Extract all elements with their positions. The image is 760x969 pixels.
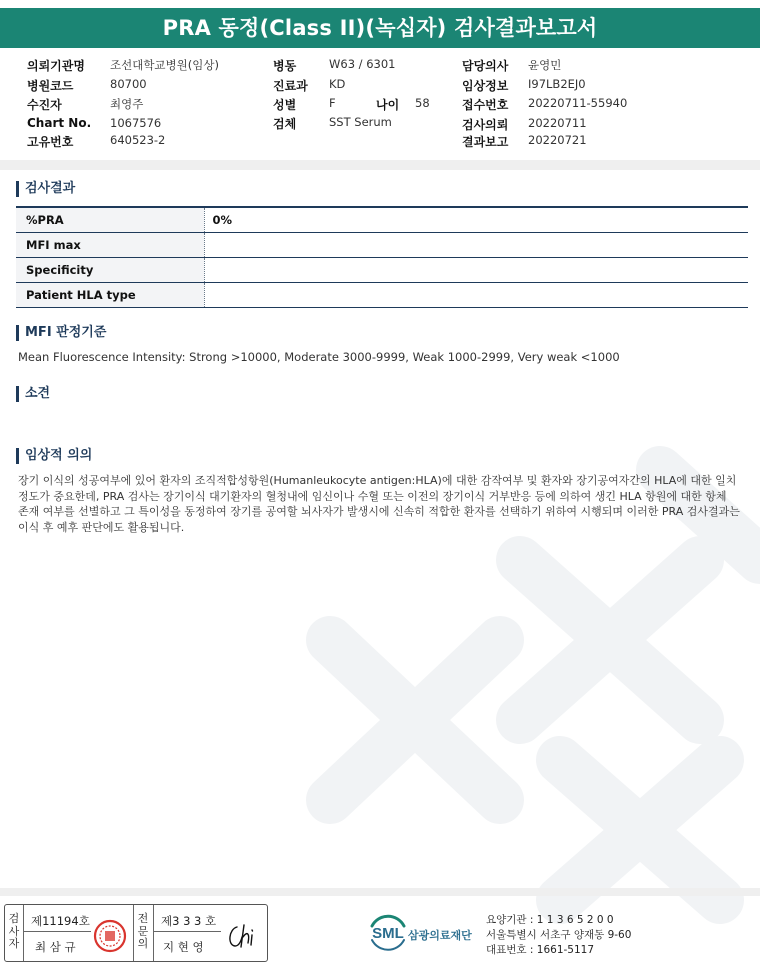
text-line: 정도가 중요한데, PRA 검사는 장기이식 대기환자의 혈청내에 임신이나 수혈 또는 이전의 장기이식 거부반응 등에 의하여 생긴 HLA 항원에 대한 항체 [18,489,727,503]
unique-id: 640523-2 [110,133,166,147]
sex: F [329,96,336,110]
clinical-info: I97LB2EJ0 [528,77,586,91]
report-date: 20220721 [528,133,587,147]
request-date: 20220711 [528,116,587,130]
info-label: 접수번호 [462,98,509,112]
text-line: 대표번호 : 1661-5117 [486,944,595,956]
specialist-name: 지 현 영 [163,940,204,954]
clinical-section-title: 임상적 의의 [16,448,92,464]
signature-icon [223,919,263,953]
examiner-license-no: 제11194호 [31,914,90,928]
department: KD [329,77,346,91]
divider [153,905,154,961]
specialist-license-no: 제3 3 3 호 [161,914,217,928]
info-label: 고유번호 [27,135,74,149]
mfi-criteria-text: Mean Fluorescence Intensity: Strong >10000, Moderate 3000-9999, Weak 1000-2999, Very weak <1000 [18,350,620,364]
organization-contact [486,913,631,958]
footer-separator [0,888,760,896]
label-char: 의 [137,937,149,950]
result-value [204,232,748,257]
examiner-label [7,913,21,951]
logo-text: SML [372,925,404,942]
info-label: 병원코드 [27,79,74,93]
report-title: PRA 동정(Class II)(녹십자) 검사결과보고서 [0,8,760,48]
referring-institution: 조선대학교병원(임상) [110,58,219,72]
info-label: 나이 [376,98,400,112]
info-label: 병동 [273,59,297,73]
attending-physician: 윤영민 [528,58,562,72]
sml-logo-icon [366,912,410,952]
text-line: 장기 이식의 성공여부에 있어 환자의 조직적합성항원(Humanleukocyte antigen:HLA)에 대한 감작여부 및 환자와 장기공여자간의 HLA에 대한 일치 [18,474,737,487]
clinical-significance-text [18,473,746,535]
info-label: 의뢰기관명 [27,59,85,73]
label-char: 검 [8,912,20,925]
specimen: SST Serum [329,115,392,129]
examiner-name: 최 삼 규 [35,940,76,954]
separator [0,160,760,170]
signature-box [4,904,268,962]
patient-name: 최영주 [110,97,144,111]
accession-number: 20220711-55940 [528,96,628,110]
results-section-title: 검사결과 [16,181,75,197]
result-key: Specificity [16,257,204,282]
divider [23,905,24,961]
label-char: 전 [137,912,149,925]
info-label: 성별 [273,98,297,112]
result-value: 0% [204,207,748,232]
text-line: 서울특별시 서초구 양재동 9-60 [486,929,632,941]
findings-section-title: 소견 [16,386,50,402]
text-line: 이식 후 예후 판단에도 활용됩니다. [18,520,185,534]
divider [153,931,221,932]
info-label: 결과보고 [462,135,509,149]
ward: W63 / 6301 [329,57,396,71]
info-label: 담당의사 [462,59,509,73]
info-label: 검사의뢰 [462,118,509,132]
age: 58 [415,96,430,110]
label-char: 문 [137,924,149,938]
info-label: Chart No. [27,116,92,130]
patient-info [0,55,760,155]
text-line: 요양기관 : 1 1 3 6 5 2 0 0 [486,914,614,926]
table-row [16,207,748,232]
info-label: 검체 [273,117,297,131]
label-char: 자 [8,937,20,950]
result-key: Patient HLA type [16,282,204,307]
label-char: 사 [8,924,20,938]
table-row [16,282,748,307]
organization-name: 삼광의료재단 [408,929,472,942]
specialist-label [136,913,150,951]
seal-stamp-icon [93,919,127,953]
table-row [16,232,748,257]
result-key: MFI max [16,232,204,257]
result-value [204,257,748,282]
mfi-section-title: MFI 판정기준 [16,325,106,341]
result-key: %PRA [16,207,204,232]
info-label: 수진자 [27,98,62,112]
results-table [16,206,748,308]
chart-no: 1067576 [110,116,162,130]
divider [133,905,134,961]
info-label: 임상정보 [462,79,509,93]
text-line: 존재 여부를 선별하고 그 특이성을 동정하여 장기를 공여할 뇌사자가 발생시에 신속히 적합한 환자를 선택하기 위하여 시행되며 이러한 PRA 검사결과는 [18,505,740,518]
info-label: 진료과 [273,79,308,93]
result-value [204,282,748,307]
divider [23,931,91,932]
table-row [16,257,748,282]
hospital-code: 80700 [110,77,147,91]
